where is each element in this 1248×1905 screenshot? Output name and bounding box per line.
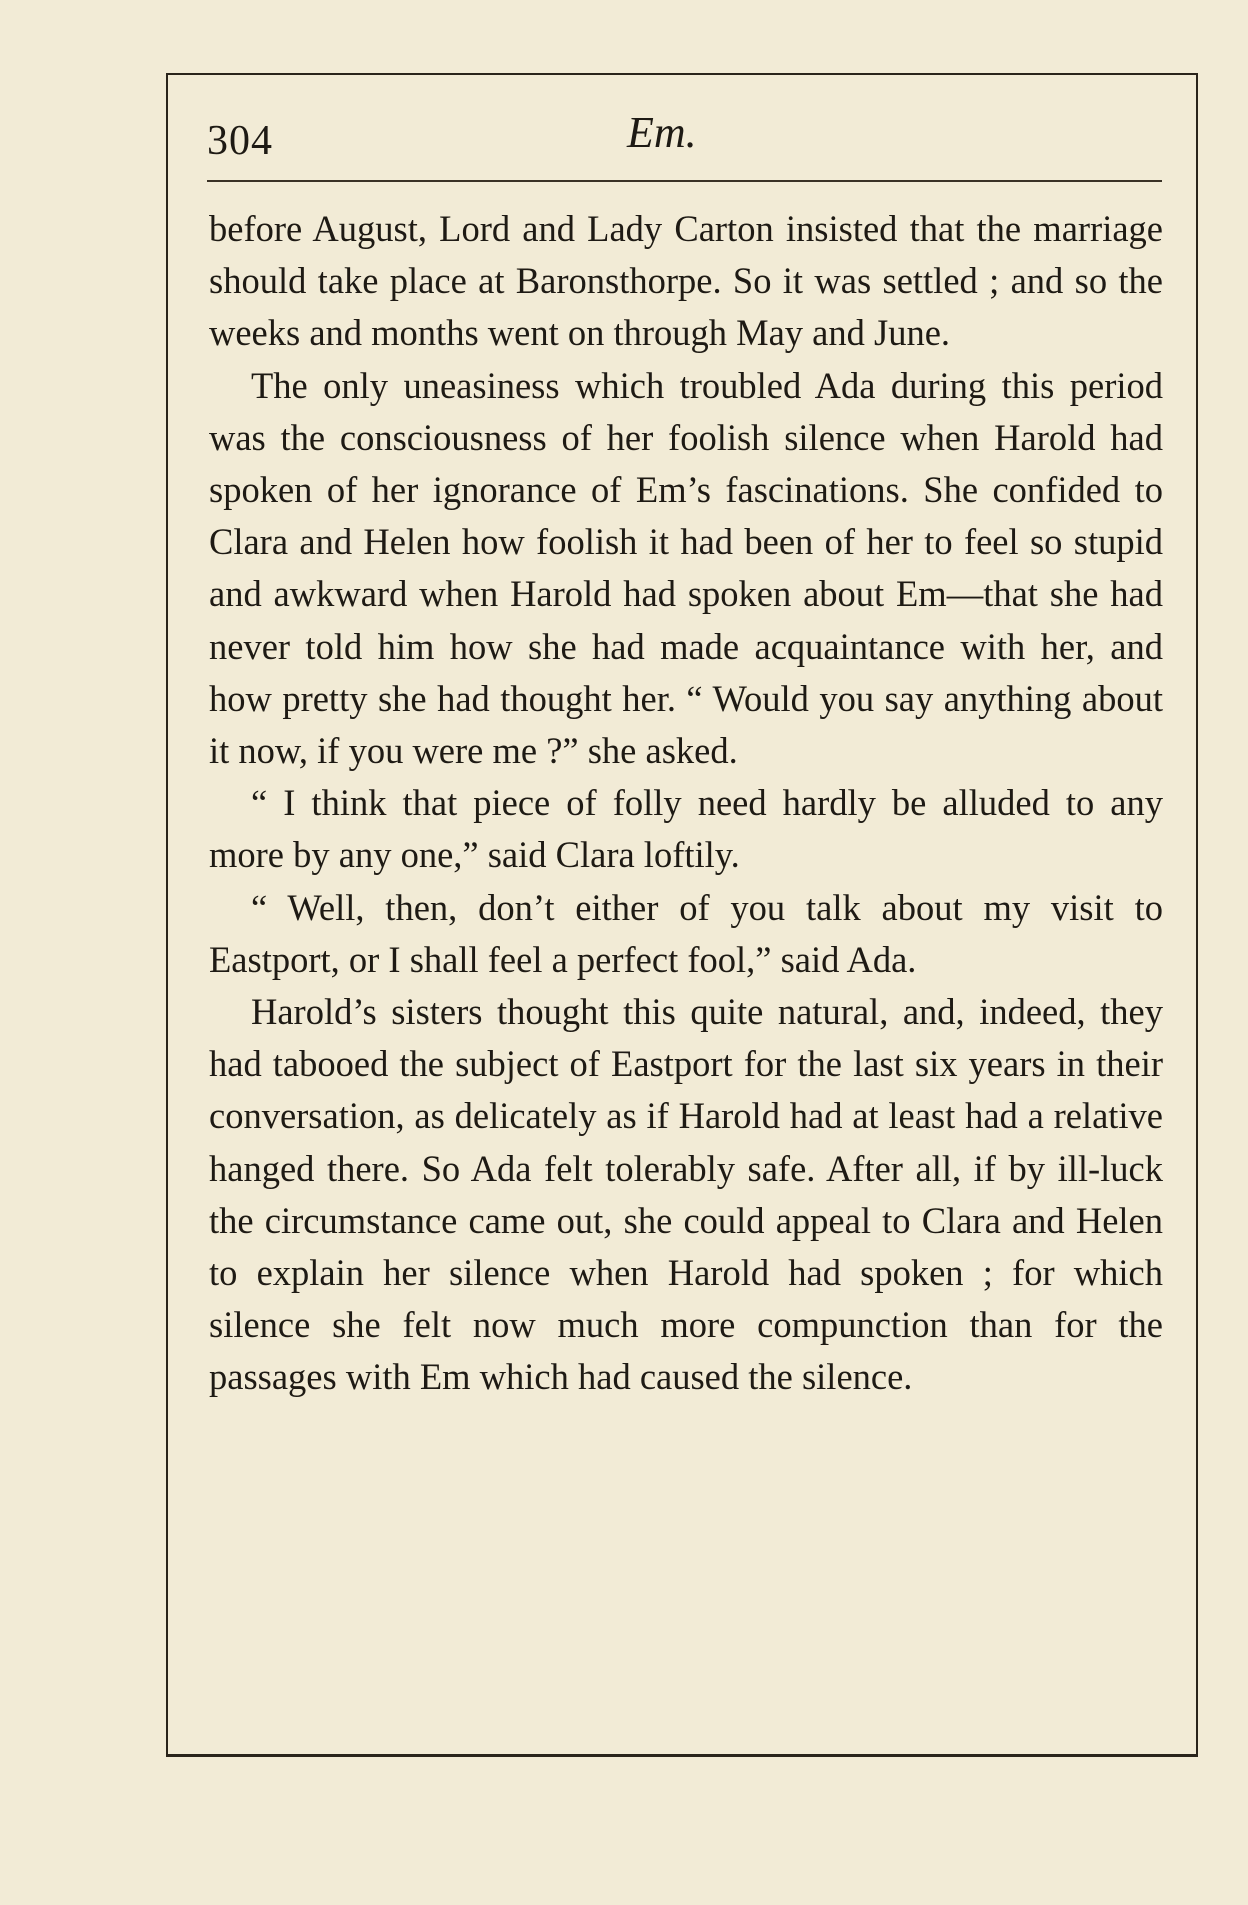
header-rule bbox=[207, 180, 1162, 182]
paragraph-3: “ I think that piece of folly need hardly be alluded to any more by any one,” said Clara loftily. bbox=[209, 782, 1163, 876]
page-number: 304 bbox=[207, 118, 273, 164]
paragraph-4: “ Well, then, don’t either of you talk about my visit to Eastport, or I shall feel a perfect fool,” said Ada. bbox=[209, 886, 1163, 980]
running-title: Em. bbox=[627, 108, 697, 157]
paragraph-2: The only uneasiness which troubled Ada during this period was the consciousness of her foolish silence when Harold had spoken of her ignorance of Em’s fascinations. She confided to Clara and Helen how foolish it had been of her to feel so stupid and awkward when Harold had spoken about Em—that she had never told him how she had made acquaintance with her, and how pretty she had thought her. “ Would you say anything about it now, if you were me ?” she asked. bbox=[209, 364, 1163, 772]
paragraph-5: Harold’s sisters thought this quite natural, and, indeed, they had tabooed the subject of Eastport for the last six years in their conversation, as delicately as if Harold had at least had a relative hanged there. So Ada felt tolerably safe. After all, if by ill-luck the circumstance came out, she could appeal to Clara and Helen to explain her silence when Harold had spoken ; for which silence she felt now much more compunction than for the passages with Em which had caused the silence. bbox=[209, 991, 1163, 1398]
body-text bbox=[209, 203, 1163, 1404]
running-header bbox=[207, 108, 1162, 178]
paragraph-1: before August, Lord and Lady Carton insisted that the marriage should take place at Baronsthorpe. So it was settled ; and so the weeks and months went on through May and June. bbox=[209, 208, 1163, 354]
